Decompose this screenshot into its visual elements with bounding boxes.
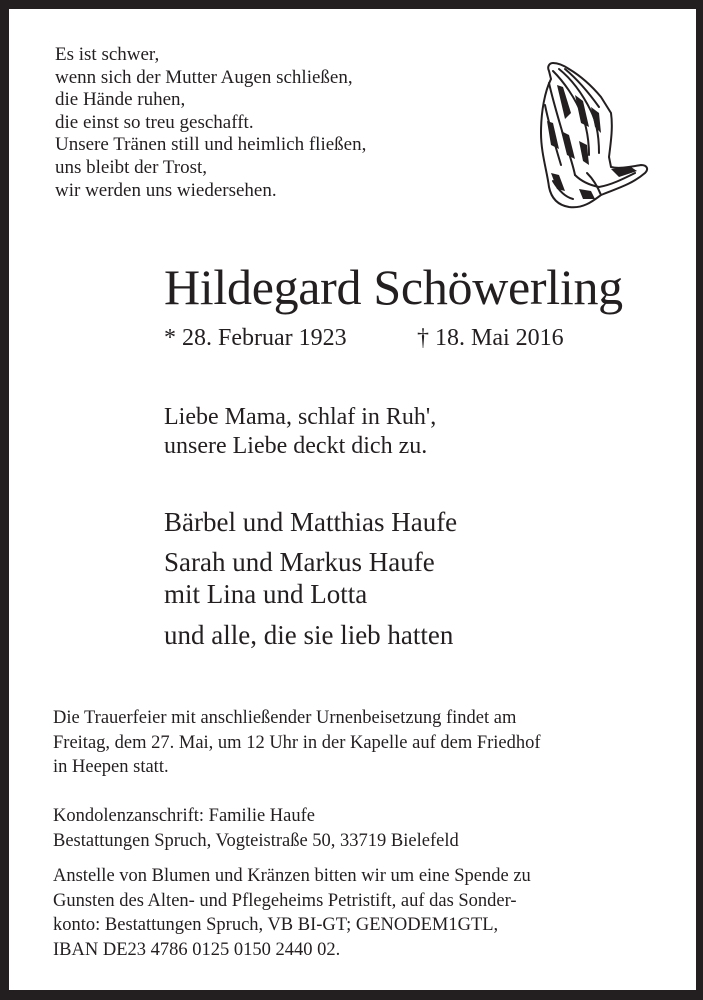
praying-hands-icon (539, 61, 651, 211)
poem-line: wenn sich der Mutter Augen schließen, (55, 66, 353, 88)
ceremony-line: in Heepen statt. (53, 757, 169, 777)
farewell-verse (164, 403, 436, 461)
condolence-line: Bestattungen Spruch, Vogteistraße 50, 33719 Bielefeld (53, 830, 459, 851)
deceased-name: Hildegard Schöwerling (164, 259, 623, 315)
mourner-line: Sarah und Markus Haufe (164, 547, 435, 577)
donation-line: Gunsten des Alten- und Pflegeheims Petristift, auf das Sonder- (53, 890, 517, 911)
verse-line: Liebe Mama, schlaf in Ruh', (164, 404, 437, 430)
birth-date: * 28. Februar 1923 (164, 325, 347, 351)
donation-line: konto: Bestattungen Spruch, VB BI-GT; GENODEM1GTL, (53, 915, 499, 935)
condolence-line: Kondolenzanschrift: Familie Haufe (53, 806, 315, 826)
mourner-line: Bärbel und Matthias Haufe (164, 507, 458, 537)
poem-line: Unsere Tränen still und heimlich fließen, (55, 134, 367, 156)
death-date: † 18. Mai 2016 (417, 325, 564, 351)
poem-line: die Hände ruhen, (55, 89, 186, 111)
poem-line: wir werden uns wiedersehen. (55, 179, 277, 201)
poem-line: die einst so treu geschafft. (55, 111, 254, 133)
ceremony-info (53, 706, 693, 780)
donation-info (53, 864, 693, 962)
obituary-card (9, 9, 696, 990)
poem-line: uns bleibt der Trost, (55, 156, 208, 178)
mourner-line: und alle, die sie lieb hatten (164, 620, 454, 650)
donation-line: IBAN DE23 4786 0125 0150 2440 02. (53, 939, 341, 960)
poem-line: Es ist schwer, (55, 44, 160, 65)
condolence-address (53, 804, 693, 853)
ceremony-line: Die Trauerfeier mit anschließender Urnenbeisetzung findet am (53, 708, 517, 728)
donation-line: Anstelle von Blumen und Kränzen bitten wir um eine Spende zu (53, 866, 531, 886)
poem (55, 44, 366, 202)
life-dates (164, 323, 564, 353)
ceremony-line: Freitag, dem 27. Mai, um 12 Uhr in der Kapelle auf dem Friedhof (53, 732, 541, 753)
verse-line: unsere Liebe deckt dich zu. (164, 433, 428, 459)
mourner-line: mit Lina und Lotta (164, 579, 368, 609)
